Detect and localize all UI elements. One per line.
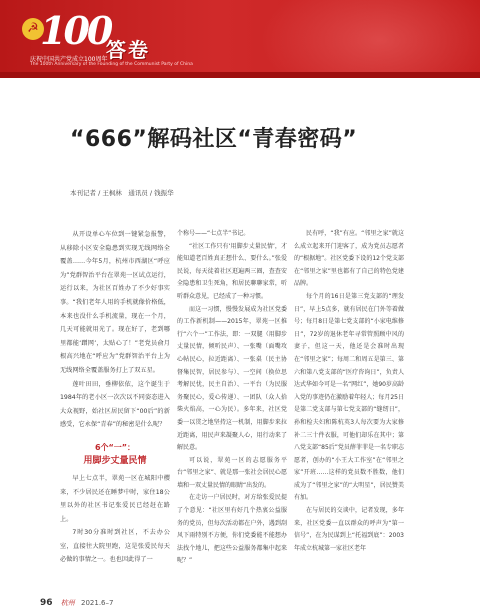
banner-stripe <box>0 72 480 78</box>
logo-line2: The 100th Anniversary of the Founding of the Communist Party of China <box>30 62 193 67</box>
subheading <box>60 442 170 468</box>
paragraph: 在走访一户居民时，对方给张爱民提了个意见：“社区里有好几个热衷公益服务的党员，但每次活动都在户外，遇到刮风下雨特别不方便，你们党委能不能想办法找个地儿，把这些公益服务都集中起来呢？” <box>177 494 287 565</box>
paragraph: 在与居民的交谈中，记者发现，多年来，社区党委一直以群众的呼声为“第一信号”，在为民谋到上“托福到底”：2003年成立杭城第一家社区老年 <box>294 507 404 552</box>
article-column-3 <box>294 228 404 555</box>
paragraph: 早上七点半，翠苑一区在城阳中樱来，不少居民还在睡梦中时，家住18公里以外的社区书记张爱民已经赶在路上。 <box>60 474 170 523</box>
paragraph: 7时30分准时到社区，不去办公室，直接往大院里跑，这是张爱民每天必做的事情之一。也也因此得了一 <box>60 529 170 564</box>
article-column-2 <box>177 228 287 568</box>
issue-date: 2021.6–7 <box>81 599 114 607</box>
paragraph: 每个月的16日是第三党支部的“理发日”，早上5点多，就有居民在门外等着做号；每月8日是第七党支部的“小家电维修日”，72岁的退休老年寻常管照顾中风的妻子，但这一天，他还是会准时出现在“邻里之家”；每周二和周五是第三、第六和第八党支部的“医疗咨询日”，负责人达式华如今可是一名“网红”，她90岁高龄入党的事迹仍在激励着年轻人；每月25日是第二党支部与第七党支部的“缝纫日”，孙和检夫妇和陈杭英3人每次要为大家修补二三十件衣服，可他们却乐在其中；第八党支部“85后”党员薛菲菲是一名专职志愿者，创办的“小王大工作室”在“邻里之家”开班……这样的党员数不胜数，他们成为了“邻里之家”的“大明星”，居民赞美有加。 <box>294 292 404 502</box>
centenary-logo <box>22 8 193 70</box>
page-number: 96 <box>40 598 53 608</box>
article-title: “666”解码社区“青春密码” <box>70 127 358 152</box>
section-tag: 答卷 <box>106 38 150 62</box>
subheading-label: 6个“一”： <box>94 442 136 452</box>
paragraph: 个称号——“七点半”书记。 <box>177 230 250 237</box>
party-emblem-icon: ☭ <box>22 18 44 40</box>
magazine-name: 杭州 <box>60 599 75 607</box>
paragraph: 从开设单心车位到一键紧急报警，从移除小区安全隐患到实现无线网络全覆盖……今年5月，杭州市西湖区“呼应为”党群智治平台在翠苑一区试点运行，运行以来，为社区百姓办了不少好事实事。“我们老年人用的手机就像价格低，本来也没什么手机流量，现在一个月，几天可能就用光了。现在好了，老到哪里都能‘蹭网’，太贴心了！”老党员俞月根高兴地在“呼应为”党群智治平台上为无线网络全覆盖服务打上了双五星。 <box>60 231 170 374</box>
logo-number: 100 <box>40 8 111 53</box>
banner-glow <box>260 0 480 78</box>
subheading-title: 用脚步丈量民情 <box>83 455 147 466</box>
logo-line1: 庆祝中国共产党成立100周年 <box>30 56 108 63</box>
paragraph: 而这一习惯，慢慢发展成为社区党委的工作新机制——2015年，翠苑一区推行“六个一”工作法，即：一双腿（用脚步丈量民情，倾听民声）、一张嘴（面嘴攻心帖民心，拉近距离）、一张桌（民主协督集民智，居民参与）、一空间（换位思考解民忧，民主自治）、一平台（为民服务聚民心，爱心传递）、一团队（众人拾柴火焰高，一心为民）。多年来，社区党委一以贯之地坚持这一机制，用脚步来拉近距离，用民声来凝聚人心，用行动来了解民意。 <box>177 305 287 452</box>
article-column-1 <box>60 228 170 567</box>
header-banner <box>0 0 480 78</box>
article-byline: 本刊记者 / 王枫林 通讯员 / 钱振华 <box>70 189 174 197</box>
paragraph: 莲叶田田，垂柳依依，这个诞生于1984年的老小区一次次以不同姿态进入大众视野，始社区居民留下“00后”的新感受，它永保“青春”的秘密是什么呢？ <box>60 380 170 429</box>
paragraph: 可以说，翠苑一区的志愿服务平台“邻里之家”、就是那一张社会居民心愿墙和一双丈量民情的眼睛“出发的。 <box>177 456 287 489</box>
paragraph: “社区工作只有‘用脚步丈量民情’，才能知道老百姓真正想什么、要什么。”张爱民说，每天徒着社区逛遍两三圈，查查安全隐患和卫生死角，和居民聊聊家常，听听群众意见，已经成了一种习惯。 <box>177 242 287 300</box>
page-footer <box>40 598 113 608</box>
paragraph: 民有呼，“我”有应。“邻里之家”就这么成立起来开门迎客了，成为党员志愿者的“根据地”。社区党委下设的12个党支部在“邻里之家”里也都有了自己的特色党建品牌。 <box>294 230 404 288</box>
